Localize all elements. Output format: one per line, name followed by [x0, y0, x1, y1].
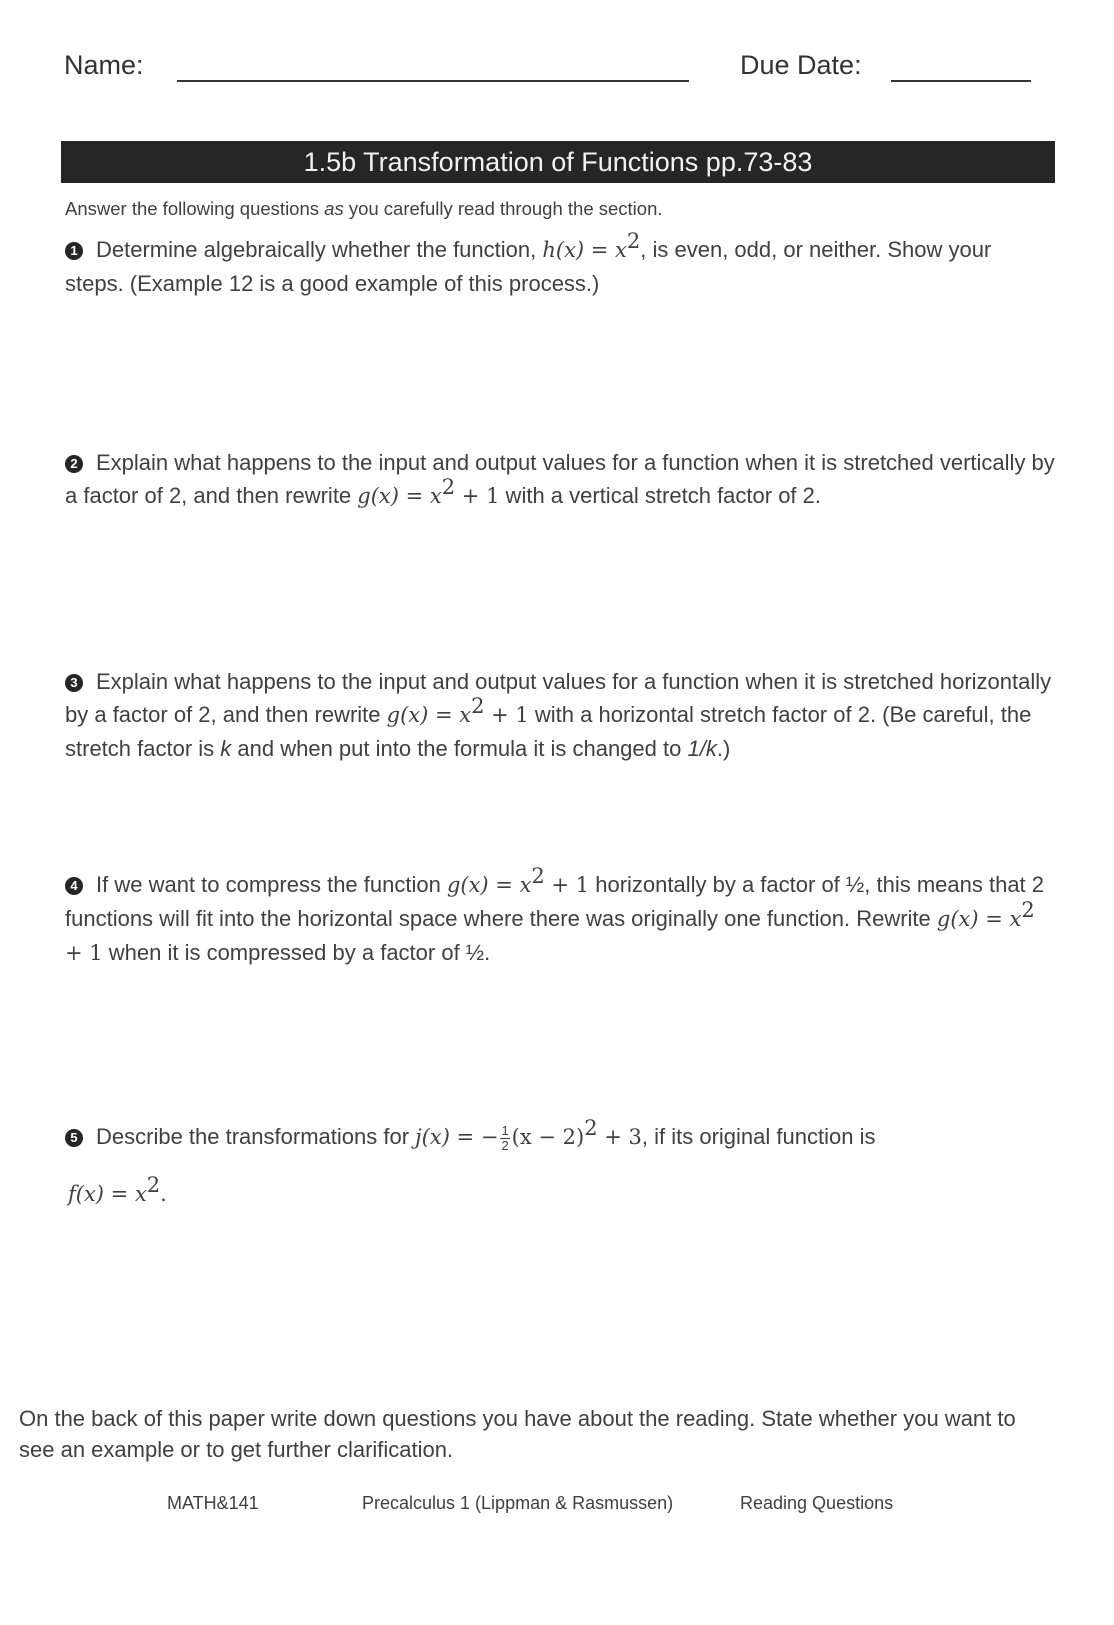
exponent: 2	[626, 229, 641, 253]
question-3	[65, 665, 1055, 765]
question-text: , if its original function is	[641, 1124, 876, 1149]
footer-course: MATH&141	[167, 1493, 259, 1513]
math-expression: + 1	[544, 873, 590, 897]
due-date-label: Due Date:	[740, 50, 862, 80]
exponent: 2	[531, 864, 545, 888]
footer-book: Precalculus 1 (Lippman & Rasmussen)	[362, 1493, 674, 1513]
question-text: when it is compressed by a factor of ½.	[102, 940, 491, 965]
exponent: 2	[146, 1173, 161, 1197]
question-5-continued	[68, 1173, 1058, 1211]
variable-k: k	[220, 736, 232, 761]
question-number-badge: 2	[65, 455, 83, 473]
math-expression: g(x) = x	[936, 907, 1022, 931]
question-text: .)	[716, 736, 731, 761]
question-text: If we want to compress the function	[96, 872, 447, 897]
math-expression: + 1	[484, 703, 529, 727]
math-expression: + 1	[455, 484, 500, 508]
question-number-badge: 3	[65, 674, 83, 692]
due-date-field[interactable]	[891, 80, 1031, 82]
question-text: with a vertical stretch factor of 2.	[499, 483, 822, 508]
variable-one-over-k: 1/k	[687, 736, 717, 761]
math-expression: g(x) = x	[357, 484, 442, 508]
question-text: Explain what happens to the input and output values for a function when it is stretched horizontally by a factor of 2, and then rewrite	[65, 669, 1052, 727]
closing-note: On the back of this paper write down questions you have about the reading. State whether you want to see an example or to get further clarification.	[19, 1406, 1016, 1462]
math-expression: h(x) = x	[542, 238, 627, 262]
name-field[interactable]	[177, 80, 689, 82]
question-number-badge: 5	[65, 1129, 83, 1147]
name-label: Name:	[64, 50, 144, 80]
question-2	[65, 446, 1055, 513]
question-4	[65, 864, 1055, 970]
fraction-numerator: 1	[501, 1122, 509, 1138]
question-5	[65, 1116, 1055, 1154]
exponent: 2	[471, 694, 485, 718]
fraction-denominator: 2	[501, 1137, 509, 1153]
math-expression: f(x) = x	[68, 1182, 147, 1206]
question-text: Describe the transformations for	[96, 1124, 416, 1149]
math-expression: + 1	[65, 941, 103, 965]
page-title: 1.5b Transformation of Functions pp.73-83	[61, 141, 1055, 183]
question-1	[65, 229, 1055, 300]
question-text: Determine algebraically whether the function,	[96, 237, 543, 262]
exponent: 2	[1021, 898, 1035, 922]
question-number-badge: 1	[65, 242, 83, 260]
question-text: , is even, odd, or neither. Show your steps. (Example 12 is a good example of this process.)	[65, 237, 992, 296]
exponent: 2	[441, 475, 456, 499]
instructions	[65, 198, 663, 220]
question-text: with a horizontal stretch factor of 2. (Be careful, the stretch factor is	[65, 702, 1032, 761]
question-text: horizontally by a factor of ½, this means that 2 functions will fit into the horizontal space where there was originally one function. Rewrite	[65, 872, 1045, 931]
instructions-emphasis: as	[324, 198, 344, 219]
instructions-text-end: you carefully read through the section.	[343, 198, 663, 219]
math-expression: (x − 2)	[511, 1125, 585, 1149]
question-text: Explain what happens to the input and output values for a function when it is stretched vertically by a factor of 2, and then rewrite	[65, 450, 1055, 508]
math-expression: j(x) = −	[415, 1125, 499, 1149]
footer-doc-type: Reading Questions	[740, 1493, 894, 1513]
question-text: and when put into the formula it is changed to	[231, 736, 688, 761]
question-text: .	[160, 1182, 167, 1206]
question-number-badge: 4	[65, 877, 83, 895]
fraction-one-half	[500, 1124, 509, 1153]
exponent: 2	[584, 1116, 598, 1140]
math-expression: g(x) = x	[446, 873, 532, 897]
math-expression: + 3	[597, 1125, 642, 1149]
math-expression: g(x) = x	[386, 703, 472, 727]
instructions-text: Answer the following questions	[65, 198, 325, 219]
